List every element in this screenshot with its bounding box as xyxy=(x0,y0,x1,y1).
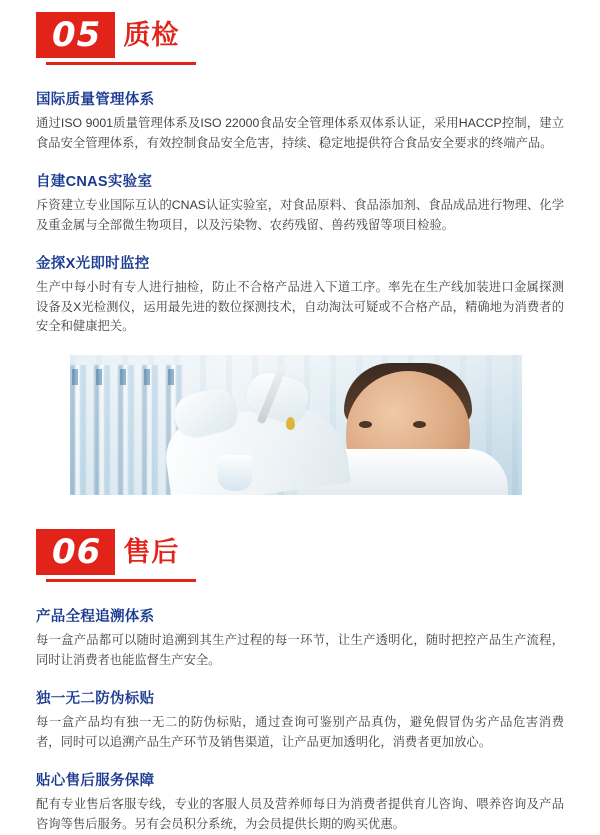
section-number-05: 05 xyxy=(36,12,115,58)
block-heading: 贴心售后服务保障 xyxy=(36,772,155,789)
lab-technician-photo xyxy=(70,355,522,495)
section-title-05: 质检 xyxy=(123,20,180,50)
block-text: 通过ISO 9001质量管理体系及ISO 22000食品安全管理体系双体系认证，采用HACCP控制，建立食品安全管理体系，有效控制食品安全危害，持续、稳定地提供符合食品安全要求的终端产品。 xyxy=(36,116,564,150)
block-heading: 独一无二防伪标贴 xyxy=(36,691,155,708)
block-text: 每一盒产品均有独一无二的防伪标贴，通过查询可鉴别产品真伪，避免假冒伪劣产品危害消费者，同时可以追溯产品生产环节及销售渠道，让产品更加透明化，消费者更加放心。 xyxy=(36,715,564,750)
block-heading: 产品全程追溯体系 xyxy=(36,609,155,626)
block-heading: 金探X光即时监控 xyxy=(36,255,150,272)
glass-flask xyxy=(218,455,252,491)
block-text: 每一盒产品都可以随时追溯到其生产过程的每一环节，让生产透明化，随时把控产品生产流程，同时让消费者也能监督生产安全。 xyxy=(36,633,564,668)
block-text: 斥资建立专业国际互认的CNAS认证实验室，对食品原料、食品添加剂、食品成品进行物理、化学及重金属与全部微生物项目，以及污染物、农药残留、兽药残留等项目检验。 xyxy=(36,197,564,232)
block-quality-system xyxy=(36,88,564,154)
block-heading: 国际质量管理体系 xyxy=(36,92,155,108)
block-after-sales xyxy=(36,769,564,835)
section-banner-05 xyxy=(36,0,179,58)
block-text: 生产中每小时有专人进行抽检，防止不合格产品进入下道工序。率先在生产线加装进口金属探测设备及X光检测仪，运用最先进的数位探测技术，自动淘汰可疑或不合格产品，精确地为消费者的安全和健康把关。 xyxy=(36,279,564,334)
liquid-drop-icon xyxy=(286,417,295,430)
banner-06 xyxy=(36,529,179,575)
banner-05 xyxy=(36,12,179,58)
section-banner-06 xyxy=(36,517,179,575)
block-text: 配有专业售后客服专线，专业的客服人员及营养师每日为消费者提供育儿咨询、喂养咨询及产品咨询等售后服务。另有会员积分系统，为会员提供长期的购买优惠。 xyxy=(36,796,564,831)
section-title-06: 售后 xyxy=(123,537,180,568)
block-xray-monitoring xyxy=(36,252,564,338)
block-anti-counterfeit xyxy=(36,687,564,753)
section-number-06: 06 xyxy=(36,529,115,575)
block-heading: 自建CNAS实验室 xyxy=(36,173,153,190)
block-traceability xyxy=(36,605,564,671)
test-tube-caps xyxy=(72,369,188,385)
block-cnas-lab xyxy=(36,170,564,236)
